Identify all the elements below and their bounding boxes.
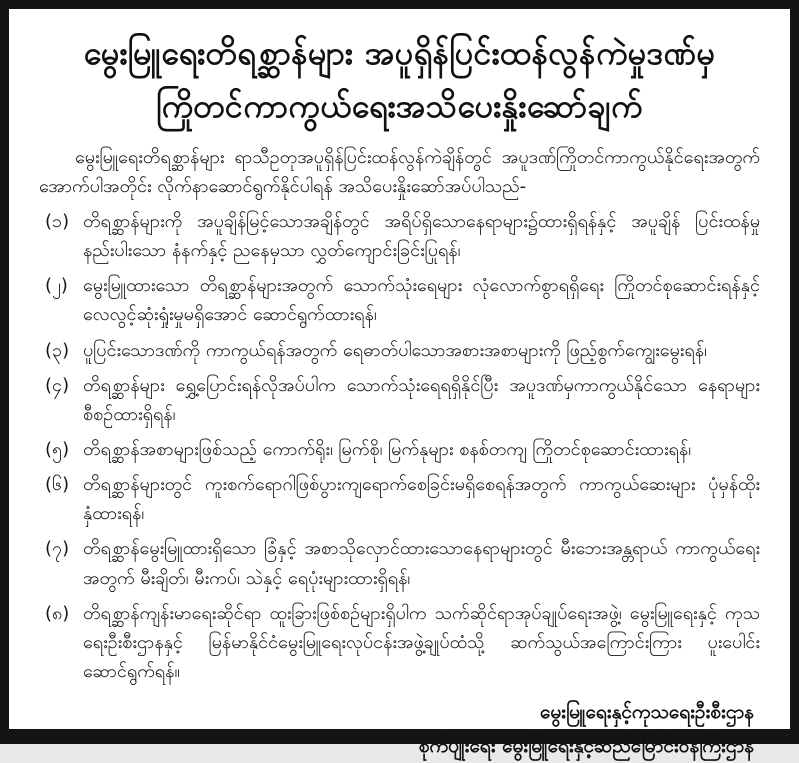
item-number: (၆) [45,474,70,496]
item-number: (၂) [45,275,68,297]
item-text: တိရစ္ဆာန်မွေးမြူထားရှိသော ခြံနှင့် အစာသိုလှောင်ထားသောနေရာများတွင် မီးဘေးအန္တရာယ် ကာကွယ်ရေး အတွက် မီးချိတ်၊ မီးကပ်၊ သဲနှင့် ရေပုံးများထားရှိရန်၊ [83,538,760,589]
list-item [39,470,760,528]
intro-paragraph: မွေးမြူရေးတိရစ္ဆာန်များ ရာသီဥတုအပူရှိန်ပြင်းထန်လွန်ကဲချိန်တွင် အပူဒဏ်ကြိုတင်ကာကွယ်နိုင်ရေးအတွက် အောက်ပါအတိုင်း လိုက်နာဆောင်ရွက်နိုင်ပါရန် အသိပေးနှိုးဆော်အပ်ပါသည်- [39,146,760,197]
item-text: ပူပြင်းသောဒဏ်ကို ကာကွယ်ရန်အတွက် ရေဓာတ်ပါသောအစားအစာများကို ဖြည့်စွက်ကျွေးမွေးရန်၊ [83,339,707,361]
list-item [39,599,760,686]
item-number: (၃) [45,339,70,361]
item-number: (၁) [45,210,70,232]
signature-department: မွေးမြူရေးနှင့်ကုသရေးဦးစီးဌာန [540,701,754,724]
signature-ministry: စိုက်ပျိုးရေး မွေးမြူရေးနှင့်ဆည်မြောင်းဝန်ကြီးဌာန [418,734,754,757]
list-item [39,534,760,592]
notice-list [39,207,760,686]
notice-content [9,9,790,757]
item-number: (၅) [45,439,70,460]
notice-title [39,27,760,133]
list-item [39,371,760,429]
item-text: တိရစ္ဆာန်များ ရွှေ့ပြောင်းရန်လိုအပ်ပါက သောက်သုံးရေရရှိနိုင်ပြီး အပူဒဏ်မှကာကွယ်နိုင်သော နေရာများ စီစဉ်ထားရှိရန်၊ [83,374,760,425]
item-number: (၇) [45,538,70,560]
item-number: (၄) [45,374,70,396]
item-text: တိရစ္ဆာန်ကျန်းမာရေးဆိုင်ရာ ထူးခြားဖြစ်စဉ်များရှိပါက သက်ဆိုင်ရာအုပ်ချုပ်ရေးအဖွဲ့၊ မွေးမြူရေးနှင့် ကုသရေးဦးစီးဌာနနှင့် မြန်မာနိုင်ငံမွေးမြူရေးလုပ်ငန်းအဖွဲ့ချုပ်ထံသို့ ဆက်သွယ်အကြောင်းကြား ပူးပေါင်းဆောင်ရွက်ရန်။ [83,602,760,683]
list-item [39,207,760,265]
item-text: တိရစ္ဆာန်များတွင် ကူးစက်ရောဂါဖြစ်ပွားကျရောက်စေခြင်းမရှိစေရန်အတွက် ကာကွယ်ဆေးများ ပုံမှန်ထိုးနှံထားရန်၊ [83,474,760,525]
title-line-1: မွေးမြူရေးတိရစ္ဆာန်များ အပူရှိန်ပြင်းထန်လွန်ကဲမှုဒဏ်မှ [83,34,716,72]
list-item [39,271,760,329]
item-text: တိရစ္ဆာန်များကို အပူချိန်မြင့်သောအချိန်တွင် အရိပ်ရှိသောနေရာများ၌ထားရှိရန်နှင့် အပူချိန် ပြင်းထန်မှု နည်းပါးသော နံနက်နှင့် ညနေမှသာ လွှတ်ကျောင်းခြင်းပြုရန်၊ [83,210,760,262]
item-number: (၈) [45,602,70,624]
signature-block [39,696,760,763]
list-item [39,435,760,464]
title-line-2: ကြိုတင်ကာကွယ်ရေးအသိပေးနှိုးဆော်ချက် [156,86,643,125]
item-text: မွေးမြူထားသော တိရစ္ဆာန်များအတွက် သောက်သုံးရေများ လုံလောက်စွာရရှိရေး ကြိုတင်စုဆောင်းရန်နှင့် လေလွင့်ဆုံးရှုံးမှုမရှိအောင် ဆောင်ရွက်ထားရန်၊ [83,275,760,326]
item-text: တိရစ္ဆာန်အစာများဖြစ်သည့် ကောက်ရိုး၊ မြက်စို၊ မြက်နုများ စနစ်တကျ ကြိုတင်စုဆောင်းထားရန်၊ [83,439,692,460]
list-item [39,336,760,365]
